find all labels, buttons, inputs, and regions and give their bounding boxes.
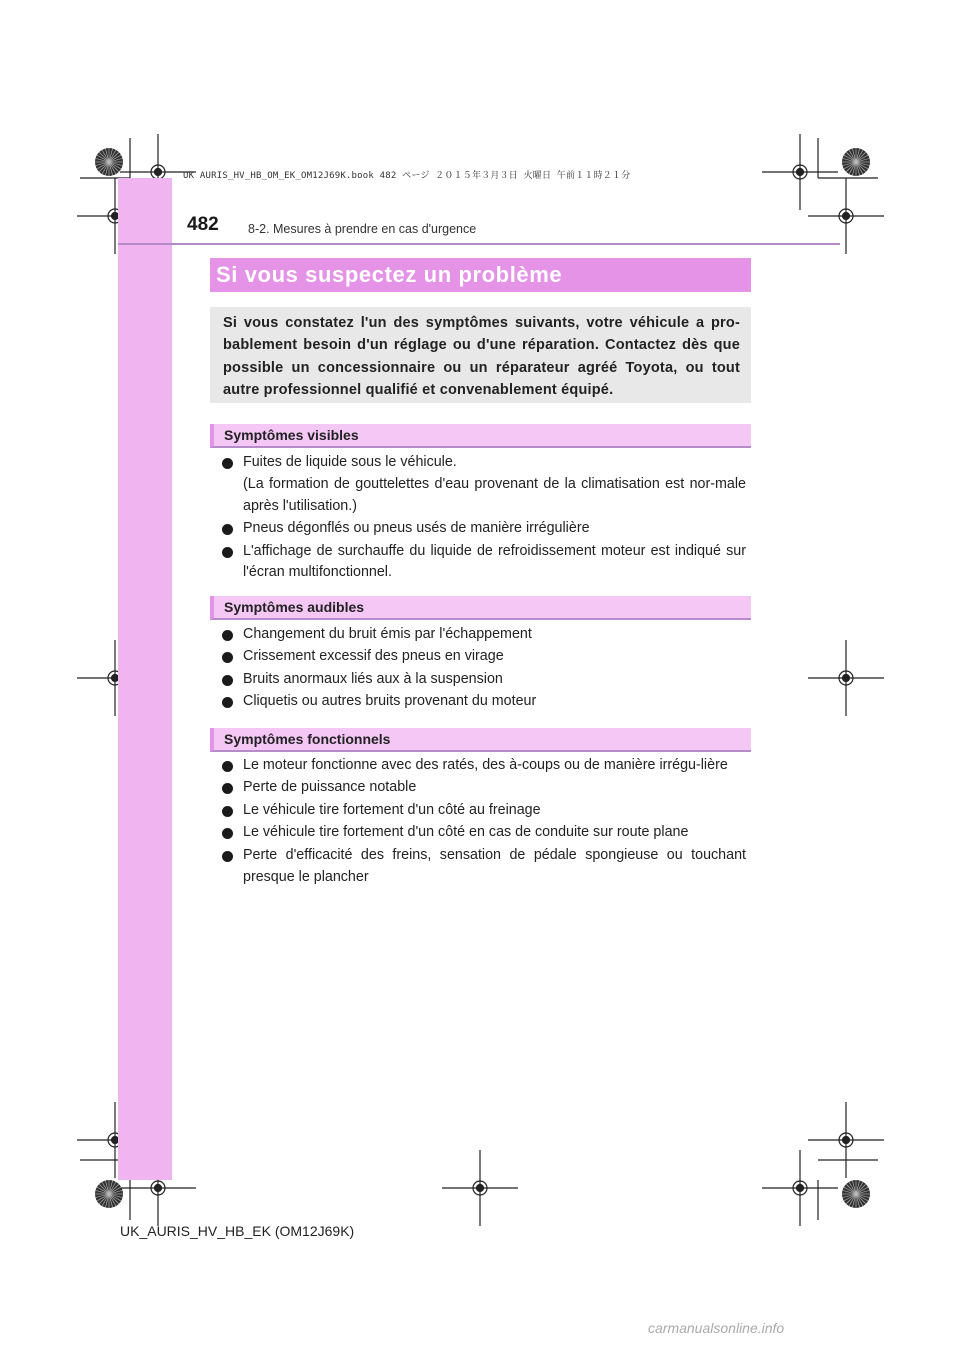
list-item: [222, 822, 746, 844]
bullet-icon: [222, 675, 233, 686]
list-item-text: L'affichage de surchauffe du liquide de refroidissement moteur est indiqué sur l'écran multifonctionnel.: [243, 542, 746, 581]
list-item: [222, 777, 746, 799]
starburst-mark: [95, 1180, 123, 1208]
list-item-text: Perte d'efficacité des freins, sensation de pédale spongieuse ou touchant presque le plancher: [243, 846, 746, 885]
bullet-icon: [222, 652, 233, 663]
crosshair-mark: [762, 134, 838, 210]
list-item-text: Changement du bruit émis par l'échappement: [243, 626, 532, 642]
symptom-list-visible: [222, 452, 746, 584]
section-title: 8-2. Mesures à prendre en cas d'urgence: [248, 222, 477, 236]
list-item-text: Bruits anormaux liés aux à la suspension: [243, 670, 503, 687]
footer-model-code: UK_AURIS_HV_HB_EK (OM12J69K): [120, 1223, 355, 1239]
bullet-icon: [222, 761, 233, 772]
starburst-mark: [842, 1180, 870, 1208]
bullet-icon: [222, 547, 233, 558]
header-rule: [118, 243, 840, 245]
page-title: Si vous suspectez un problème: [216, 262, 563, 287]
symptom-list-functional: [222, 755, 746, 889]
print-info: UK AURIS_HV_HB_OM_EK_OM12J69K.book 482 ページ ２０１５年３月３日 火曜日 午前１１時２１分: [183, 171, 631, 181]
crosshair-mark: [762, 1150, 838, 1226]
list-item-text: Le moteur fonctionne avec des ratés, des à-coups ou de manière irrégu-lière: [243, 757, 728, 773]
list-item: [222, 646, 746, 668]
list-item-note: (La formation de gouttelettes d'eau provenant de la climatisation est nor-male après l'utilisation.): [243, 475, 746, 514]
list-item: [222, 624, 746, 646]
list-item-text: Perte de puissance notable: [243, 779, 417, 796]
page-number: 482: [187, 214, 219, 235]
list-item-text: Pneus dégonflés ou pneus usés de manière irrégulière: [243, 520, 590, 537]
intro-text: Si vous constatez l'un des symptômes suivants, votre véhicule a pro-bablement besoin d'un réglage ou d'une réparation. Contactez dès que possible un concessionnaire ou un réparateur agréé Toyota, ou tout autre professionnel qualifié et convenablement équipé.: [223, 315, 740, 398]
list-item-text: Le véhicule tire fortement d'un côté en cas de conduite sur route plane: [243, 824, 689, 841]
watermark: carmanualsonline.info: [648, 1320, 785, 1336]
bullet-icon: [222, 697, 233, 708]
list-item: [222, 518, 746, 540]
list-item: [222, 691, 746, 713]
list-item: [222, 755, 746, 777]
list-item: [222, 452, 746, 517]
bullet-icon: [222, 783, 233, 794]
subsection-title-functional: Symptômes fonctionnels: [224, 731, 391, 747]
subsection-title-audible: Symptômes audibles: [224, 599, 365, 615]
bullet-icon: [222, 524, 233, 535]
starburst-mark: [95, 148, 123, 176]
list-item-text: Crissement excessif des pneus en virage: [243, 648, 504, 665]
bullet-icon: [222, 806, 233, 817]
list-item: [222, 669, 746, 691]
list-item-text: Fuites de liquide sous le véhicule.: [243, 454, 457, 470]
bullet-icon: [222, 851, 233, 862]
side-strip: [118, 178, 172, 1180]
bullet-icon: [222, 630, 233, 641]
bullet-icon: [222, 828, 233, 839]
bullet-icon: [222, 458, 233, 469]
symptom-list-audible: [222, 624, 746, 713]
list-item: [222, 541, 746, 585]
crosshair-mark: [808, 1102, 884, 1178]
list-item-text: Cliquetis ou autres bruits provenant du moteur: [243, 693, 537, 710]
starburst-mark: [842, 148, 870, 176]
crosshair-mark: [808, 640, 884, 716]
list-item-text: Le véhicule tire fortement d'un côté au freinage: [243, 801, 541, 818]
subsection-title-visible: Symptômes visibles: [224, 427, 359, 443]
list-item: [222, 845, 746, 889]
list-item: [222, 800, 746, 822]
crosshair-mark: [442, 1150, 518, 1226]
